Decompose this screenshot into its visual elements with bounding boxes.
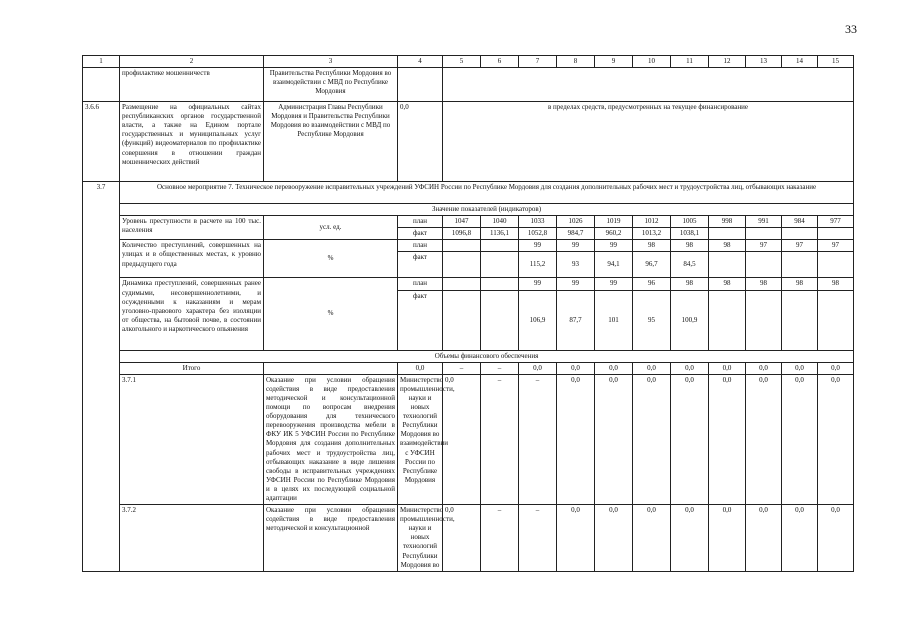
indicators-header: Значение показателей (индикаторов): [120, 204, 854, 216]
plan-value: 1005: [671, 216, 709, 228]
plan-value: 99: [557, 240, 595, 252]
fact-value: 984,7: [557, 228, 595, 240]
row-number: 3.6.6: [83, 102, 120, 182]
value: 0,0: [557, 505, 595, 572]
plan-value: 98: [782, 278, 818, 290]
value: 0,0: [633, 505, 671, 572]
fact-value: [818, 290, 854, 350]
fact-value: [746, 252, 782, 278]
total-value: 0,0: [519, 362, 557, 374]
section-header-row: [83, 204, 854, 216]
total-value: 0,0: [746, 362, 782, 374]
total-value: 0,0: [818, 362, 854, 374]
fact-value: [481, 252, 519, 278]
fact-value: 94,1: [595, 252, 633, 278]
col-number: 13: [746, 56, 782, 68]
fact-value: [709, 228, 746, 240]
fact-value: 95: [633, 290, 671, 350]
col-number: 7: [519, 56, 557, 68]
measure-name: Размещение на официальных сайтах республиканских органов государственной власти, а также на Едином портале государственных и муниципальных услуг (функций) видеоматериалов по профилактике совершения в отношении граждан мошеннических действий: [120, 102, 264, 182]
fact-value: 1038,1: [671, 228, 709, 240]
value: 0,0: [443, 374, 481, 504]
value: 0,0: [443, 505, 481, 572]
col-number: 5: [443, 56, 481, 68]
plan-value: 977: [818, 216, 854, 228]
fact-value: [746, 290, 782, 350]
row-number: 3.7.1: [120, 374, 264, 504]
plan-value: [481, 278, 519, 290]
measure-name: Оказание при условии обращения содействия в виде предоставления методической и консультационной помощи по вопросам внедрения оборудования для технического перевооружения производства мебели в ФКУ ИК 5 УФСИН России по Республике Мордовия для создания дополнительных рабочих мест и трудоустройства лиц, отбывающих наказание в виде лишения свободы в исправительных учреждениях УФСИН России по Республике Мордовия и в целях их последующей социальной адаптации: [264, 374, 398, 504]
funding-note: в пределах средств, предусмотренных на текущее финансирование: [443, 102, 854, 182]
col-number: 14: [782, 56, 818, 68]
program-table: [82, 55, 854, 572]
executor: Администрация Главы Республики Мордовия и Правительства Республики Мордовия во взаимодействии с МВД по Республике Мордовия: [264, 102, 398, 182]
value: 0,0: [633, 374, 671, 504]
total-value: 0,0: [782, 362, 818, 374]
fact-value: 1136,1: [481, 228, 519, 240]
fact-label: факт: [398, 290, 443, 350]
col-number: 8: [557, 56, 595, 68]
indicator-unit: усл. ед.: [264, 216, 398, 240]
plan-value: [443, 240, 481, 252]
fact-value: [481, 290, 519, 350]
fact-value: 84,5: [671, 252, 709, 278]
fact-value: 106,9: [519, 290, 557, 350]
table-row: [83, 374, 854, 504]
value: –: [519, 374, 557, 504]
total-value: –: [443, 362, 481, 374]
value: –: [519, 505, 557, 572]
plan-value: 98: [709, 240, 746, 252]
plan-label: план: [398, 216, 443, 228]
fact-label: факт: [398, 252, 443, 278]
measure-name: профилактике мошенничеств: [120, 68, 264, 102]
fact-value: 1052,8: [519, 228, 557, 240]
value: 0,0: [782, 374, 818, 504]
value: 0,0: [746, 374, 782, 504]
indicator-unit: %: [264, 240, 398, 278]
plan-value: 1019: [595, 216, 633, 228]
plan-value: 98: [633, 240, 671, 252]
fact-value: [443, 252, 481, 278]
total-row: [83, 362, 854, 374]
executor: Правительства Республики Мордовия во взаимодействии с МВД по Республике Мордовия: [264, 68, 398, 102]
value: 0,0: [398, 102, 443, 182]
plan-value: 1047: [443, 216, 481, 228]
table-row: [83, 68, 854, 102]
section-header-row: [83, 350, 854, 362]
plan-value: 1033: [519, 216, 557, 228]
plan-value: 984: [782, 216, 818, 228]
measure-name: Оказание при условии обращения содействия в виде предоставления методической и консультационной: [264, 505, 398, 572]
total-value: 0,0: [671, 362, 709, 374]
col-number: 9: [595, 56, 633, 68]
page-number: 33: [845, 22, 857, 36]
table-row: [83, 505, 854, 572]
fact-value: 115,2: [519, 252, 557, 278]
fact-value: 96,7: [633, 252, 671, 278]
fact-value: [443, 290, 481, 350]
total-value: 0,0: [595, 362, 633, 374]
plan-value: 99: [595, 278, 633, 290]
plan-value: [443, 278, 481, 290]
fact-value: [709, 290, 746, 350]
col-number: 2: [120, 56, 264, 68]
plan-value: 98: [818, 278, 854, 290]
finance-header: Объемы финансового обеспечения: [120, 350, 854, 362]
fact-value: 87,7: [557, 290, 595, 350]
plan-label: план: [398, 240, 443, 252]
value: –: [481, 374, 519, 504]
plan-value: 97: [818, 240, 854, 252]
value: 0,0: [671, 505, 709, 572]
plan-value: [481, 240, 519, 252]
activity-title: Основное мероприятие 7. Техническое перевооружение исправительных учреждений УФСИН России по Республике Мордовия для создания дополнительных рабочих мест и трудоустройства лиц, отбывающих наказание: [120, 182, 854, 204]
plan-value: 1026: [557, 216, 595, 228]
fact-value: 100,9: [671, 290, 709, 350]
row-number: 3.7.2: [120, 505, 264, 572]
indicator-name: Количество преступлений, совершенных на улицах и в общественных местах, к уровню предыдущего года: [120, 240, 264, 278]
plan-value: 99: [557, 278, 595, 290]
plan-value: 96: [633, 278, 671, 290]
col-number: 10: [633, 56, 671, 68]
column-number-row: [83, 56, 854, 68]
value: 0,0: [671, 374, 709, 504]
col-number: 12: [709, 56, 746, 68]
fact-value: [782, 290, 818, 350]
table-row: [83, 182, 854, 204]
col-number: 3: [264, 56, 398, 68]
total-label: Итого: [120, 362, 264, 374]
total-value: 0,0: [398, 362, 443, 374]
plan-value: 99: [519, 240, 557, 252]
fact-value: [782, 252, 818, 278]
col-number: 4: [398, 56, 443, 68]
total-value: 0,0: [633, 362, 671, 374]
value: 0,0: [818, 374, 854, 504]
plan-value: 998: [709, 216, 746, 228]
executor: Министерство промышленности, науки и новых технологий Республики Мордовия во: [398, 505, 443, 572]
fact-value: [818, 252, 854, 278]
value: 0,0: [782, 505, 818, 572]
col-number: 1: [83, 56, 120, 68]
plan-value: 1040: [481, 216, 519, 228]
col-number: 15: [818, 56, 854, 68]
value: –: [481, 505, 519, 572]
value: 0,0: [709, 374, 746, 504]
fact-value: 101: [595, 290, 633, 350]
total-value: 0,0: [557, 362, 595, 374]
table-row: [83, 240, 854, 252]
fact-value: 93: [557, 252, 595, 278]
value: 0,0: [709, 505, 746, 572]
value: 0,0: [746, 505, 782, 572]
col-number: 6: [481, 56, 519, 68]
fact-value: [709, 252, 746, 278]
value: 0,0: [557, 374, 595, 504]
indicator-name: Динамика преступлений, совершенных ранее судимыми, несовершеннолетними, и осужденными к наказаниям и мерам уголовно-правового характера без изоляции от общества, на бытовой почве, в состоянии алкогольного и наркотического опьянения: [120, 278, 264, 350]
col-number: 11: [671, 56, 709, 68]
plan-value: 97: [746, 240, 782, 252]
plan-label: план: [398, 278, 443, 290]
table-row: [83, 278, 854, 290]
value: 0,0: [818, 505, 854, 572]
plan-value: 1012: [633, 216, 671, 228]
plan-value: 99: [595, 240, 633, 252]
value: 0,0: [595, 505, 633, 572]
total-value: 0,0: [709, 362, 746, 374]
plan-value: 98: [671, 240, 709, 252]
fact-label: факт: [398, 228, 443, 240]
indicator-unit: %: [264, 278, 398, 350]
fact-value: 1096,8: [443, 228, 481, 240]
fact-value: 960,2: [595, 228, 633, 240]
table-row: [83, 102, 854, 182]
executor: Министерство промышленности, науки и новых технологий Республики Мордовия во взаимодействии с УФСИН России по Республике Мордовия: [398, 374, 443, 504]
plan-value: 97: [782, 240, 818, 252]
plan-value: 991: [746, 216, 782, 228]
indicator-name: Уровень преступности в расчете на 100 тыс. населения: [120, 216, 264, 240]
plan-value: 99: [519, 278, 557, 290]
value: 0,0: [595, 374, 633, 504]
row-number: 3.7: [83, 182, 120, 572]
fact-value: [746, 228, 782, 240]
plan-value: 98: [709, 278, 746, 290]
plan-value: 98: [746, 278, 782, 290]
fact-value: [818, 228, 854, 240]
table-row: [83, 216, 854, 228]
fact-value: 1013,2: [633, 228, 671, 240]
plan-value: 98: [671, 278, 709, 290]
fact-value: [782, 228, 818, 240]
total-value: –: [481, 362, 519, 374]
